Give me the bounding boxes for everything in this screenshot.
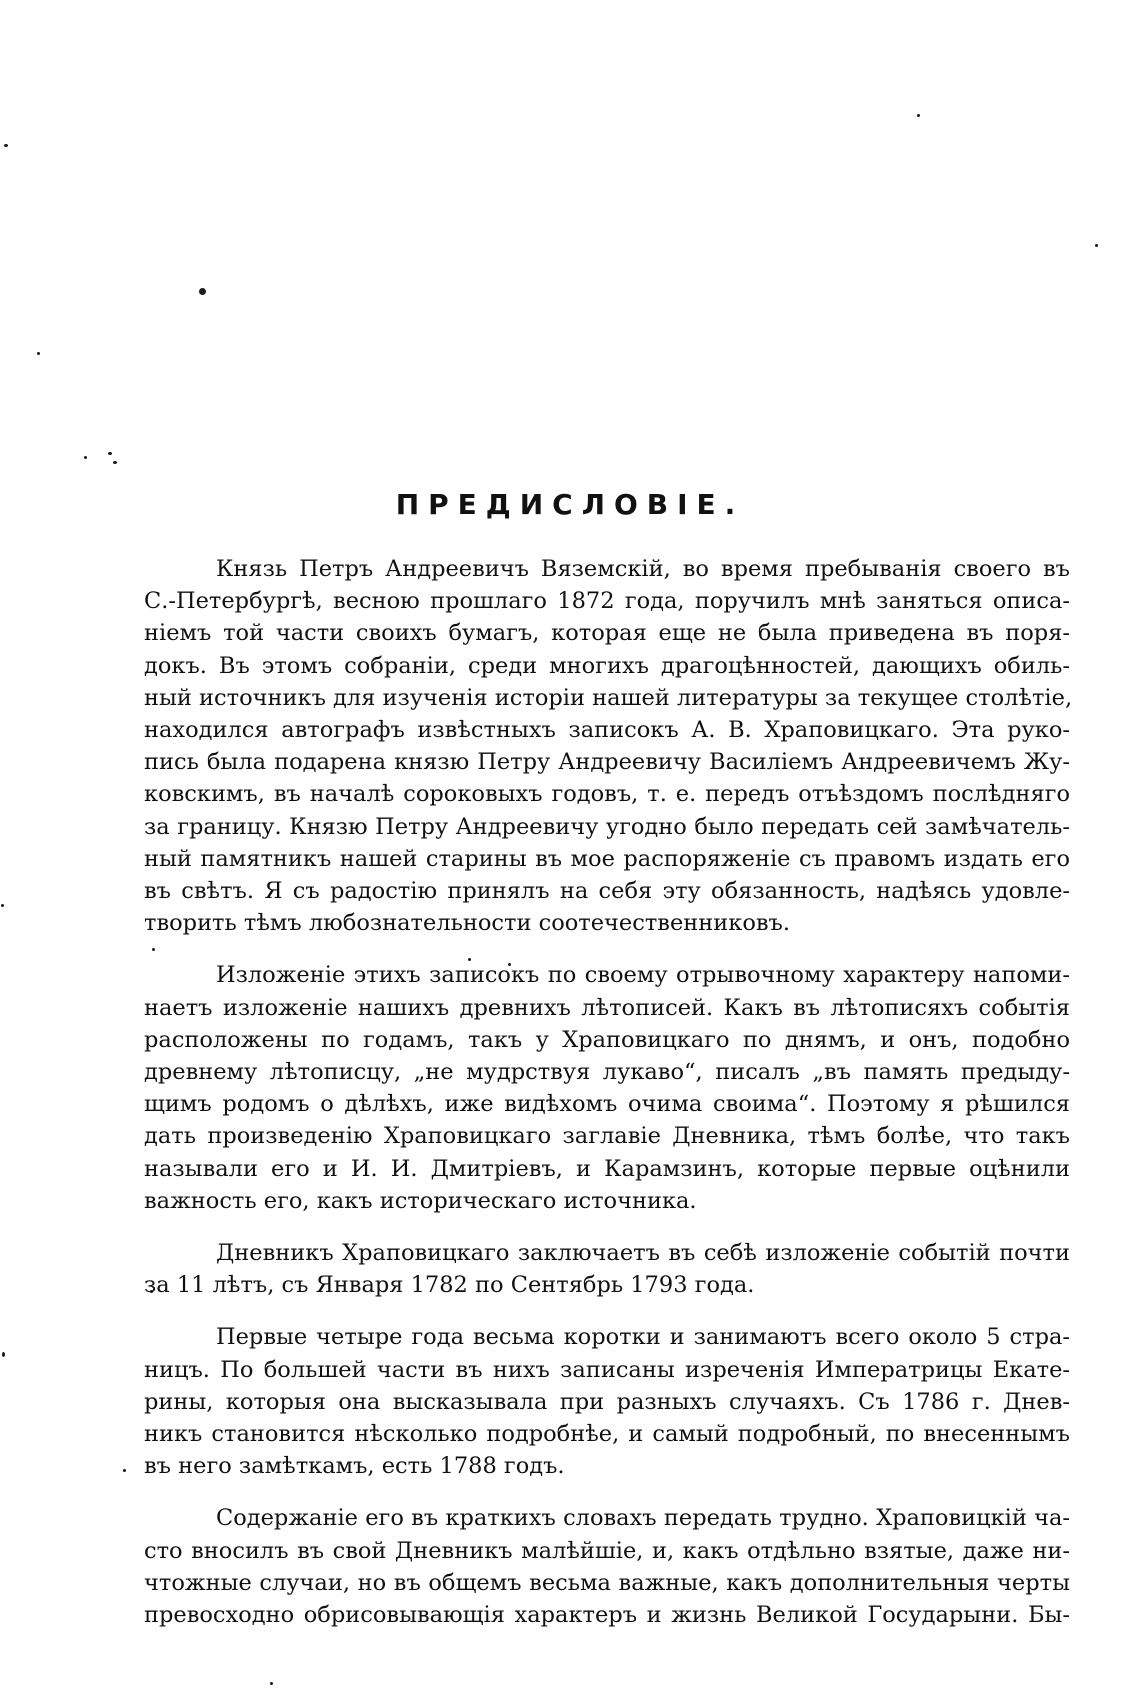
scan-speck (1, 904, 4, 907)
scan-speck (84, 456, 87, 459)
text-line: докъ. Въ этомъ собраніи, среди многихъ драгоцѣнностей, дающихъ обиль- (144, 652, 1070, 679)
page-title: ПРЕДИСЛОВІЕ. (395, 488, 745, 521)
scan-speck (123, 1469, 126, 1472)
scan-speck (1095, 244, 1098, 247)
text-line: ніемъ той части своихъ бумагъ, которая еще не была приведена въ поря- (144, 620, 1070, 647)
text-line: рины, которыя она высказывала при разныхъ случаяхъ. Съ 1786 г. Днев- (144, 1388, 1070, 1415)
text-line: за 11 лѣтъ, съ Января 1782 по Сентябрь 1793 года. (144, 1272, 755, 1299)
scan-speck (270, 1682, 273, 1685)
scan-speck (917, 114, 920, 117)
text-line: творить тѣмъ любознательности соотечественниковъ. (144, 910, 791, 937)
paragraph (144, 1237, 1070, 1301)
text-line: ницъ. По большей части въ нихъ записаны изреченія Императрицы Екате- (144, 1356, 1070, 1383)
paragraph (144, 553, 1073, 939)
text-line: ковскимъ, въ началѣ сороковыхъ годовъ, т. е. передъ отъѣздомъ послѣдняго (144, 781, 1070, 808)
text-line: Дневникъ Храповицкаго заключаетъ въ себѣ изложеніе событій почти (216, 1240, 1070, 1267)
scan-speck (199, 288, 206, 295)
text-line: Изложеніе этихъ записокъ по своему отрывочному характеру напоми- (216, 962, 1070, 989)
text-line: важность его, какъ историческаго источника. (144, 1187, 697, 1214)
text-line: дать произведенію Храповицкаго заглавіе Дневника, тѣмъ болѣе, что такъ (144, 1123, 1070, 1150)
paragraph (144, 1502, 1070, 1631)
scan-speck (108, 452, 112, 455)
scan-speck (37, 352, 40, 355)
text-line: за границу. Князю Петру Андреевичу угодно было передать сей замѣчатель- (144, 813, 1070, 840)
text-line: находился автографъ извѣстныхъ записокъ А. В. Храповицкаго. Эта руко- (144, 717, 1070, 744)
body-text (144, 553, 1073, 1651)
scan-speck (113, 461, 117, 464)
text-line: Первые четыре года весьма коротки и занимаютъ всего около 5 стра- (216, 1324, 1070, 1351)
text-line: превосходно обрисовывающія характеръ и жизнь Великой Государыни. Бы- (144, 1602, 1070, 1629)
text-line: древнему лѣтописцу, „не мудрствуя лукаво“, писалъ „въ память предыду- (144, 1059, 1070, 1086)
paragraph (144, 959, 1070, 1217)
text-line: въ него замѣткамъ, есть 1788 годъ. (144, 1453, 565, 1480)
text-line: сто вносилъ въ свой Дневникъ малѣйшіе, и, какъ отдѣльно взятые, даже ни- (144, 1537, 1070, 1564)
text-line: никъ становится нѣсколько подробнѣе, и самый подробный, по внесеннымъ (144, 1421, 1070, 1448)
text-line: называли его и И. И. Дмитріевъ, и Карамзинъ, которые первые оцѣнили (144, 1155, 1070, 1182)
paragraph (144, 1321, 1070, 1482)
text-line: ный памятникъ нашей старины въ мое распоряженіе съ правомъ издать его (144, 845, 1070, 872)
scan-speck (2, 1352, 5, 1357)
text-line: пись была подарена князю Петру Андреевичу Василіемъ Андреевичемъ Жу- (144, 749, 1070, 776)
text-line: чтожные случаи, но въ общемъ весьма важные, какъ дополнительныя черты (144, 1569, 1070, 1596)
text-line: расположены по годамъ, такъ у Храповицкаго по днямъ, и онъ, подобно (144, 1026, 1070, 1053)
text-line: Князь Петръ Андреевичъ Вяземскій, во время пребыванія своего въ (216, 556, 1070, 582)
text-line: въ свѣтъ. Я съ радостію принялъ на себя эту обязанность, надѣясь удовле- (144, 878, 1070, 905)
text-line: Содержаніе его въ краткихъ словахъ передать трудно. Храповицкій ча- (216, 1505, 1070, 1532)
scan-speck (4, 144, 8, 147)
text-line: С.-Петербургѣ, весною прошлаго 1872 года, поручилъ мнѣ заняться описа- (144, 588, 1070, 615)
text-line: наетъ изложеніе нашихъ древнихъ лѣтописей. Какъ въ лѣтописяхъ событія (144, 994, 1070, 1021)
text-line: ный источникъ для изученія исторіи нашей литературы за текущее столѣтіе, (144, 684, 1073, 711)
text-line: щимъ родомъ о дѣлѣхъ, иже видѣхомъ очима своима“. Поэтому я рѣшился (144, 1091, 1070, 1118)
